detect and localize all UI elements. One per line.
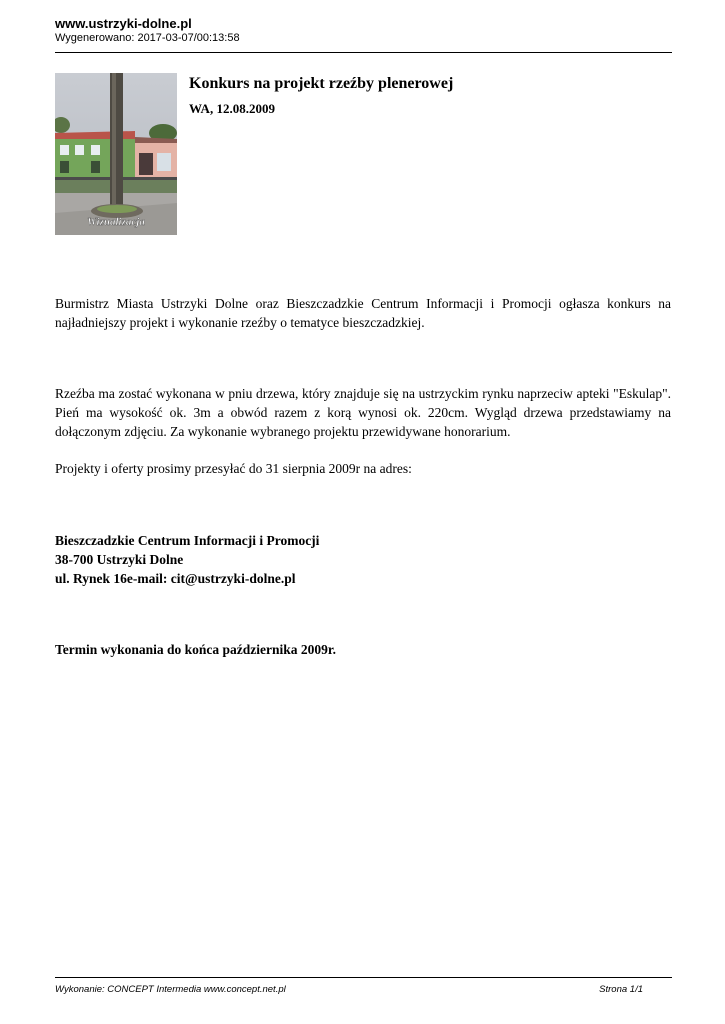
paragraph: Projekty i oferty prosimy przesyłać do 31 sierpnia 2009r na adres:	[55, 461, 412, 476]
article-title: Konkurs na projekt rzeźby plenerowej	[189, 75, 454, 92]
generated-timestamp: Wygenerowano: 2017-03-07/00:13:58	[55, 32, 240, 44]
address-line: 38-700 Ustrzyki Dolne	[55, 552, 184, 567]
photo-watermark: Wizualizacja	[87, 216, 145, 228]
article-byline: WA, 12.08.2009	[189, 101, 275, 116]
deadline-notice: Termin wykonania do końca października 2009r.	[55, 642, 337, 657]
article-photo	[55, 73, 177, 235]
paragraph: Rzeźba ma zostać wykonana w pniu drzewa, który znajduje się na ustrzyckim rynku naprzeciw apteki "Eskulap". Pień ma wysokość ok. 3m a obwód razem z korą wynosi ok. 220cm. Wygląd drzewa przedstawiamy na dołączonym zdjęciu. Za wykonanie wybranego projektu przewidywane honorarium.	[55, 386, 671, 439]
address-line: Bieszczadzkie Centrum Informacji i Promocji	[55, 533, 320, 548]
address-line[interactable]: ul. Rynek 16e-mail: cit@ustrzyki-dolne.pl	[55, 571, 296, 586]
footer-divider	[55, 977, 672, 978]
header-divider	[55, 52, 672, 53]
contact-address	[55, 531, 319, 588]
footer-credit[interactable]: Wykonanie: CONCEPT Intermedia www.concept.net.pl	[55, 984, 286, 995]
site-url[interactable]: www.ustrzyki-dolne.pl	[55, 16, 192, 31]
paragraph: Burmistrz Miasta Ustrzyki Dolne oraz Bieszczadzkie Centrum Informacji i Promocji ogłasza konkurs na najładniejszy projekt i wykonanie rzeźby o tematyce bieszczadzkiej.	[55, 296, 671, 330]
page-number: Strona 1/1	[599, 984, 643, 995]
page-header	[55, 16, 672, 45]
